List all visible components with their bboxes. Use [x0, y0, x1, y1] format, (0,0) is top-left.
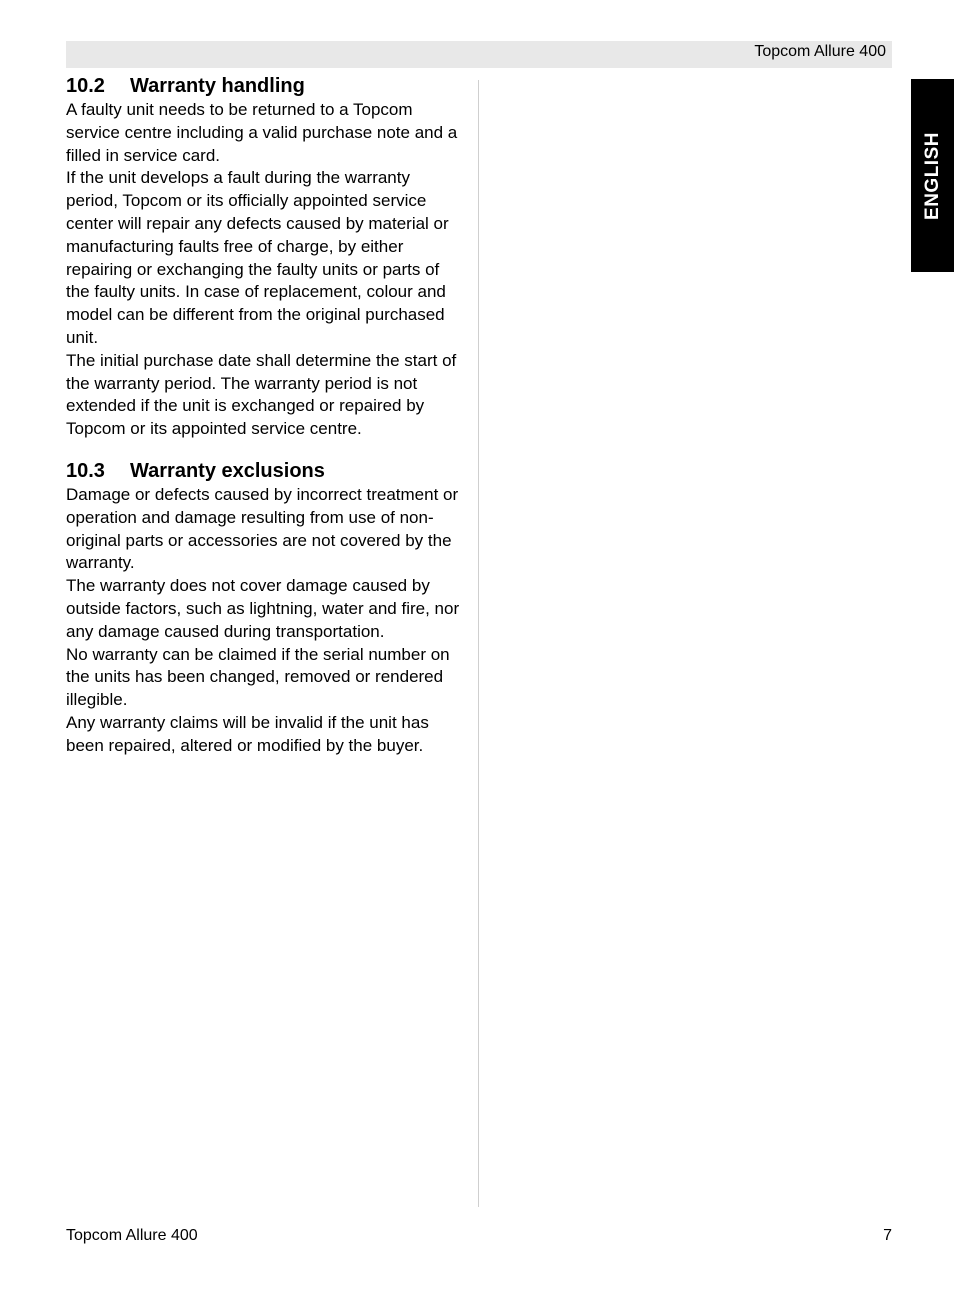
section-body: [66, 99, 466, 441]
paragraph: The initial purchase date shall determine the start of the warranty period. The warranty period is not extended if the unit is exchanged or repaired by Topcom or its appointed service centre.: [66, 350, 457, 439]
section-heading: [66, 73, 466, 99]
main-content: [66, 73, 466, 758]
section-warranty-exclusions: [66, 458, 466, 758]
paragraph: Damage or defects caused by incorrect treatment or operation and damage resulting from use of non-original parts or accessories are not covered by the warranty.: [66, 484, 459, 573]
section-title: Warranty exclusions: [130, 459, 325, 482]
paragraph: The warranty does not cover damage caused by outside factors, such as lightning, water and fire, nor any damage caused during transportation.: [66, 576, 460, 641]
language-tab-label: ENGLISH: [921, 131, 943, 220]
paragraph: If the unit develops a fault during the warranty period, Topcom or its officially appointed service center will repair any defects caused by material or manufacturing faults free of charge, by either repairing or exchanging the faulty units or parts of the faulty units. In case of replacement, colour and model can be different from the original purchased unit.: [66, 168, 449, 347]
paragraph: Any warranty claims will be invalid if the unit has been repaired, altered or modified by the buyer.: [66, 712, 429, 755]
paragraph: No warranty can be claimed if the serial number on the units has been changed, removed or rendered illegible.: [66, 644, 450, 710]
footer-product: Topcom Allure 400: [66, 1227, 198, 1244]
page-number: 7: [883, 1227, 892, 1244]
paragraph: A faulty unit needs to be returned to a Topcom service centre including a valid purchase note and a filled in service card.: [66, 100, 458, 165]
section-number: 10.2: [66, 75, 105, 97]
language-tab: [911, 79, 954, 272]
section-heading: [66, 458, 466, 484]
column-divider: [478, 80, 479, 1207]
section-warranty-handling: [66, 73, 466, 441]
page-header: [66, 41, 892, 68]
section-body: [66, 484, 466, 758]
section-title: Warranty handling: [130, 75, 305, 97]
header-title: Topcom Allure 400: [754, 43, 886, 60]
section-number: 10.3: [66, 459, 105, 482]
